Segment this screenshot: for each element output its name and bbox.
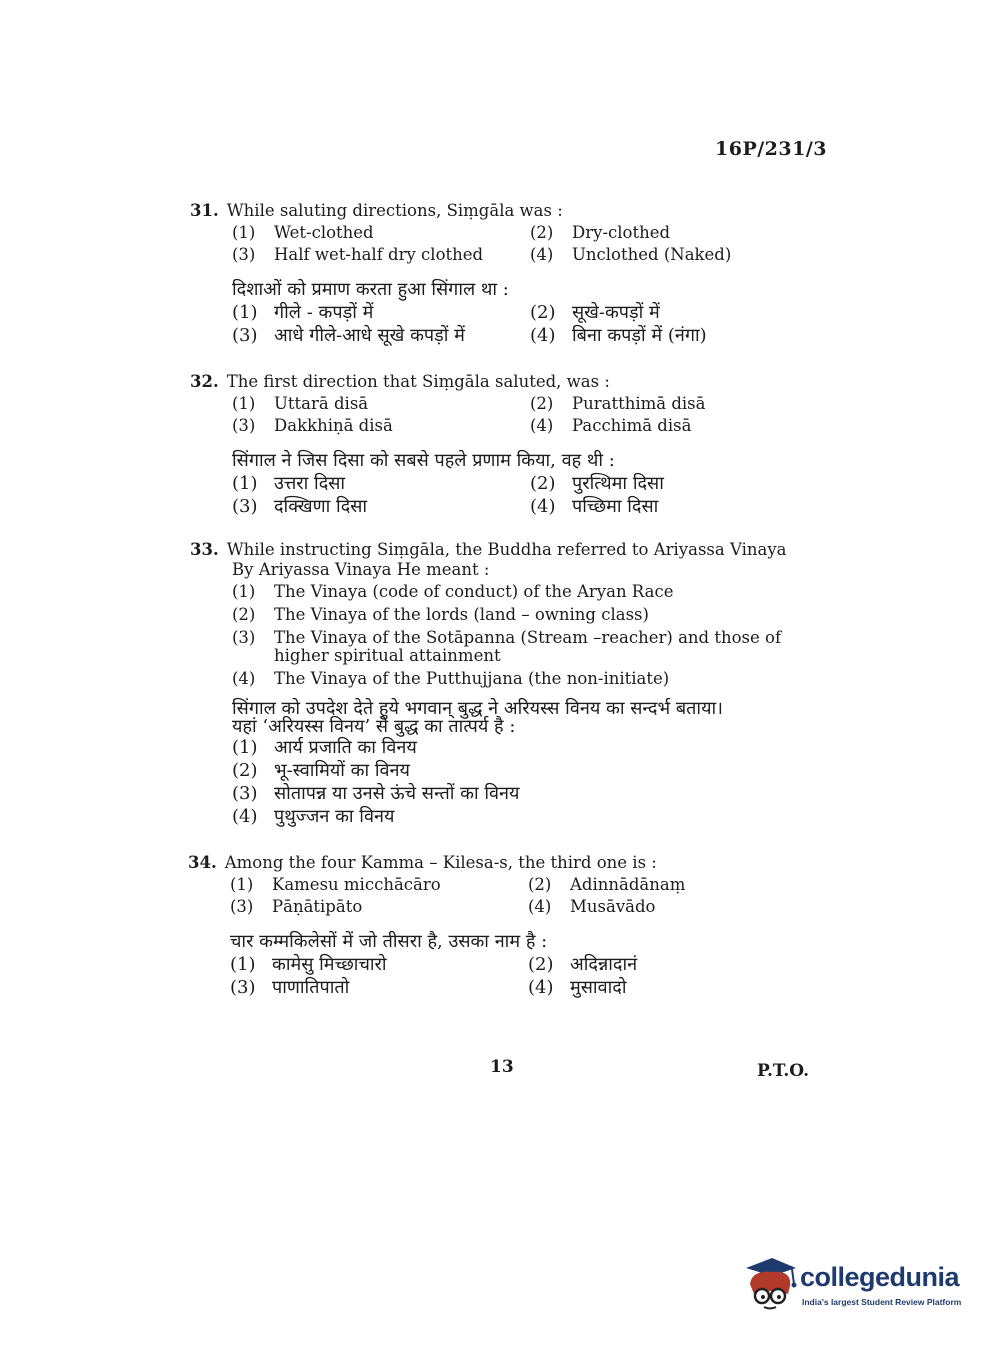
hindi-option-4: (4) पच्छिमा दिसा bbox=[530, 496, 659, 517]
question-number: 34. bbox=[188, 853, 217, 872]
hindi-option-3: (3) सोतापन्न या उनसे ऊंचे सन्तों का विनय bbox=[232, 783, 520, 804]
question-33 bbox=[190, 540, 830, 828]
option-2: (2) The Vinaya of the lords (land – owning class) bbox=[232, 605, 649, 624]
hindi-option-1: (1) आर्य प्रजाति का विनय bbox=[232, 737, 417, 758]
options-grid bbox=[232, 393, 830, 437]
question-32 bbox=[190, 371, 830, 518]
option-2: (2) Dry-clothed bbox=[530, 223, 671, 242]
mascot-icon bbox=[742, 1254, 800, 1312]
option-4: (4) Unclothed (Naked) bbox=[530, 245, 732, 264]
collegedunia-logo bbox=[742, 1252, 972, 1314]
hindi-option-4: (4) बिना कपड़ों में (नंगा) bbox=[530, 325, 707, 346]
hindi-option-4: (4) मुसावादो bbox=[528, 977, 627, 998]
hindi-option-2: (2) पुरत्थिमा दिसा bbox=[530, 473, 664, 494]
logo-tagline: India's largest Student Review Platform bbox=[802, 1297, 962, 1307]
option-3: (3) Pāṇātipāto bbox=[230, 897, 363, 916]
option-1: (1) The Vinaya (code of conduct) of the Aryan Race bbox=[232, 582, 674, 601]
hindi-stem: चार कम्मकिलेसों में जो तीसरा है, उसका नाम है : bbox=[230, 931, 548, 952]
question-number: 32. bbox=[190, 372, 219, 391]
page-number: 13 bbox=[490, 1057, 514, 1077]
paper-code: 16P/231/3 bbox=[715, 138, 827, 160]
hindi-option-3: (3) दक्खिणा दिसा bbox=[232, 496, 368, 517]
hindi-stem: दिशाओं को प्रमाण करता हुआ सिंगाल था : bbox=[232, 279, 509, 300]
option-1: (1) Wet-clothed bbox=[232, 223, 374, 242]
hindi-option-1: (1) गीले - कपड़ों में bbox=[232, 302, 374, 323]
option-3: (3) Dakkhiṇā disā bbox=[232, 416, 393, 435]
hindi-options-list bbox=[232, 736, 830, 828]
hindi-option-2: (2) अदिन्नादानं bbox=[528, 954, 638, 975]
option-4: (4) The Vinaya of the Putthujjana (the non-initiate) bbox=[232, 669, 670, 688]
option-2: (2) Puratthimā disā bbox=[530, 394, 706, 413]
hindi-stem-line-2: यहां ‘अरियस्स विनय’ से बुद्ध का तात्पर्य है : bbox=[232, 716, 516, 737]
hindi-option-3: (3) पाणातिपातो bbox=[230, 977, 350, 998]
question-stem-line-1: While instructing Siṃgāla, the Buddha referred to Ariyassa Vinaya bbox=[226, 540, 787, 559]
question-stem-line-2: By Ariyassa Vinaya He meant : bbox=[232, 560, 490, 579]
hindi-option-4: (4) पुथुज्जन का विनय bbox=[232, 806, 395, 827]
logo-wordmark: collegedunia bbox=[800, 1262, 960, 1292]
option-1: (1) Uttarā disā bbox=[232, 394, 369, 413]
hindi-option-1: (1) कामेसु मिच्छाचारो bbox=[230, 954, 387, 975]
question-number: 31. bbox=[190, 201, 219, 220]
question-stem: While saluting directions, Siṃgāla was : bbox=[226, 201, 563, 220]
question-stem: Among the four Kamma – Kilesa-s, the third one is : bbox=[224, 853, 657, 872]
option-1: (1) Kamesu micchācāro bbox=[230, 875, 441, 894]
options-grid bbox=[230, 874, 828, 918]
hindi-options-grid bbox=[232, 301, 830, 347]
hindi-option-2: (2) सूखे-कपड़ों में bbox=[530, 302, 660, 323]
hindi-options-grid bbox=[230, 953, 828, 999]
option-4: (4) Musāvādo bbox=[528, 897, 656, 916]
question-34 bbox=[188, 852, 828, 999]
hindi-option-2: (2) भू-स्वामियों का विनय bbox=[232, 760, 410, 781]
options-grid bbox=[232, 222, 830, 266]
question-number: 33. bbox=[190, 540, 219, 559]
option-3: (3) The Vinaya of the Sotāpanna (Stream –reacher) and those of higher spiritual attainment bbox=[232, 628, 782, 665]
hindi-stem bbox=[232, 700, 830, 736]
option-4: (4) Pacchimā disā bbox=[530, 416, 692, 435]
hindi-stem-line-1: सिंगाल को उपदेश देते हुये भगवान् बुद्ध ने अरियस्स विनय का सन्दर्भ बताया। bbox=[232, 698, 723, 719]
hindi-options-grid bbox=[232, 472, 830, 518]
option-3: (3) Half wet-half dry clothed bbox=[232, 245, 484, 264]
hindi-option-1: (1) उत्तरा दिसा bbox=[232, 473, 346, 494]
pto-label: P.T.O. bbox=[757, 1061, 809, 1081]
question-31 bbox=[190, 200, 830, 347]
hindi-option-3: (3) आधे गीले-आधे सूखे कपड़ों में bbox=[232, 325, 465, 346]
question-stem: The first direction that Siṃgāla saluted, was : bbox=[226, 372, 610, 391]
hindi-stem: सिंगाल ने जिस दिसा को सबसे पहले प्रणाम किया, वह थी : bbox=[232, 450, 615, 471]
option-2: (2) Adinnādānaṃ bbox=[528, 875, 686, 894]
options-list bbox=[232, 580, 830, 690]
